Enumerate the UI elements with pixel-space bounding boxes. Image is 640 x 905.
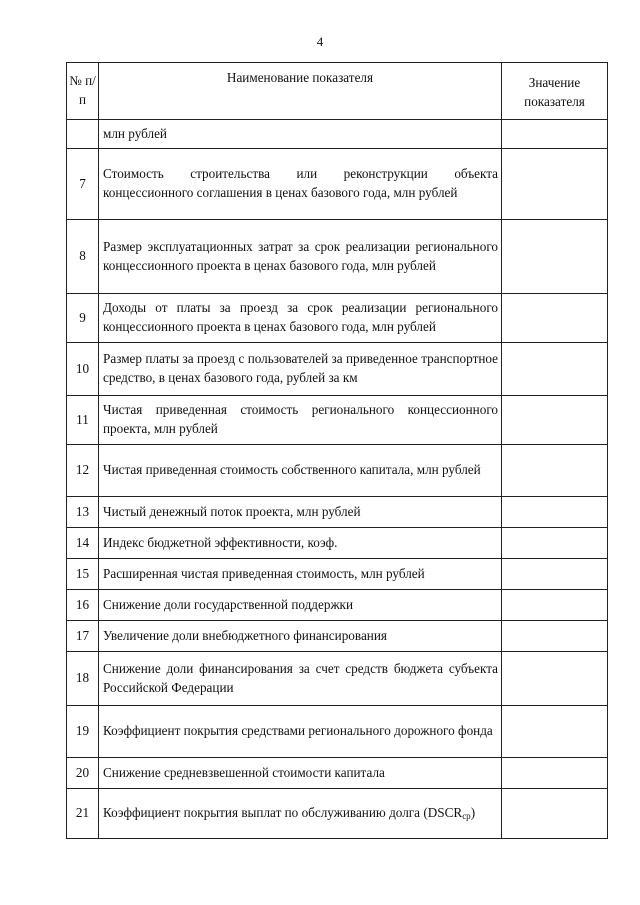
row-indicator-value bbox=[502, 789, 608, 839]
row-indicator-value bbox=[502, 149, 608, 220]
row-indicator-value bbox=[502, 621, 608, 652]
row-indicator-name: млн рублей bbox=[99, 120, 502, 149]
row-indicator-value bbox=[502, 590, 608, 621]
row-number: 10 bbox=[67, 343, 99, 396]
row-indicator-name: Снижение доли государственной поддержки bbox=[99, 590, 502, 621]
row-number: 18 bbox=[67, 652, 99, 706]
row-indicator-value bbox=[502, 706, 608, 758]
row-indicator-value bbox=[502, 497, 608, 528]
row-indicator-value bbox=[502, 758, 608, 789]
row-number: 16 bbox=[67, 590, 99, 621]
header-indicator-value: Значение показателя bbox=[502, 63, 608, 120]
dscr-closing: ) bbox=[470, 805, 476, 821]
row-number: 12 bbox=[67, 445, 99, 497]
dscr-text: Коэффициент покрытия выплат по обслуживанию долга (DSCR bbox=[103, 805, 463, 821]
dscr-subscript: ср bbox=[462, 811, 471, 822]
row-indicator-name: Снижение доли финансирования за счет средств бюджета субъекта Российской Федерации bbox=[99, 652, 502, 706]
row-number: 21 bbox=[67, 789, 99, 839]
row-number: 20 bbox=[67, 758, 99, 789]
row-number: 14 bbox=[67, 528, 99, 559]
row-indicator-name: Чистая приведенная стоимость собственного капитала, млн рублей bbox=[99, 445, 502, 497]
table-row bbox=[67, 220, 608, 294]
row-indicator-name: Стоимость строительства или реконструкции объекта концессионного соглашения в ценах базового года, млн рублей bbox=[99, 149, 502, 220]
row-indicator-value bbox=[502, 220, 608, 294]
row-indicator-name: Доходы от платы за проезд за срок реализации регионального концессионного проекта в ценах базового года, млн рублей bbox=[99, 294, 502, 343]
table-row bbox=[67, 652, 608, 706]
header-number: № п/п bbox=[67, 63, 99, 120]
row-number: 7 bbox=[67, 149, 99, 220]
table-row bbox=[67, 445, 608, 497]
row-indicator-value bbox=[502, 528, 608, 559]
row-number: 13 bbox=[67, 497, 99, 528]
table-row bbox=[67, 396, 608, 445]
row-indicator-value bbox=[502, 294, 608, 343]
row-indicator-value bbox=[502, 343, 608, 396]
table-row bbox=[67, 497, 608, 528]
row-number: 11 bbox=[67, 396, 99, 445]
table-row bbox=[67, 343, 608, 396]
row-number: 17 bbox=[67, 621, 99, 652]
table-row bbox=[67, 528, 608, 559]
row-indicator-name: Размер платы за проезд с пользователей за приведенное транспортное средство, в ценах базового года, рублей за км bbox=[99, 343, 502, 396]
row-indicator-value bbox=[502, 396, 608, 445]
table-row bbox=[67, 758, 608, 789]
row-indicator-name: Коэффициент покрытия средствами регионального дорожного фонда bbox=[99, 706, 502, 758]
row-indicator-name: Снижение средневзвешенной стоимости капитала bbox=[99, 758, 502, 789]
row-indicator-name bbox=[99, 789, 502, 839]
table-row bbox=[67, 294, 608, 343]
row-indicator-name: Чистая приведенная стоимость регионального концессионного проекта, млн рублей bbox=[99, 396, 502, 445]
page-number: 4 bbox=[316, 34, 324, 49]
table-row bbox=[67, 789, 608, 839]
table-row bbox=[67, 706, 608, 758]
table-row bbox=[67, 590, 608, 621]
row-indicator-name: Размер эксплуатационных затрат за срок реализации регионального концессионного проекта в ценах базового года, млн рублей bbox=[99, 220, 502, 294]
row-number: 19 bbox=[67, 706, 99, 758]
row-number: 8 bbox=[67, 220, 99, 294]
table-header-row bbox=[67, 63, 608, 120]
table-row bbox=[67, 621, 608, 652]
row-indicator-name: Индекс бюджетной эффективности, коэф. bbox=[99, 528, 502, 559]
row-number: 15 bbox=[67, 559, 99, 590]
row-number: 9 bbox=[67, 294, 99, 343]
row-number bbox=[67, 120, 99, 149]
row-indicator-value bbox=[502, 652, 608, 706]
row-indicator-name: Увеличение доли внебюджетного финансирования bbox=[99, 621, 502, 652]
table-row bbox=[67, 149, 608, 220]
row-indicator-name: Расширенная чистая приведенная стоимость, млн рублей bbox=[99, 559, 502, 590]
indicators-table bbox=[66, 62, 608, 839]
row-indicator-value bbox=[502, 120, 608, 149]
header-indicator-name: Наименование показателя bbox=[99, 63, 502, 120]
row-indicator-value bbox=[502, 559, 608, 590]
table-row bbox=[67, 559, 608, 590]
row-indicator-value bbox=[502, 445, 608, 497]
table-row bbox=[67, 120, 608, 149]
row-indicator-name: Чистый денежный поток проекта, млн рублей bbox=[99, 497, 502, 528]
